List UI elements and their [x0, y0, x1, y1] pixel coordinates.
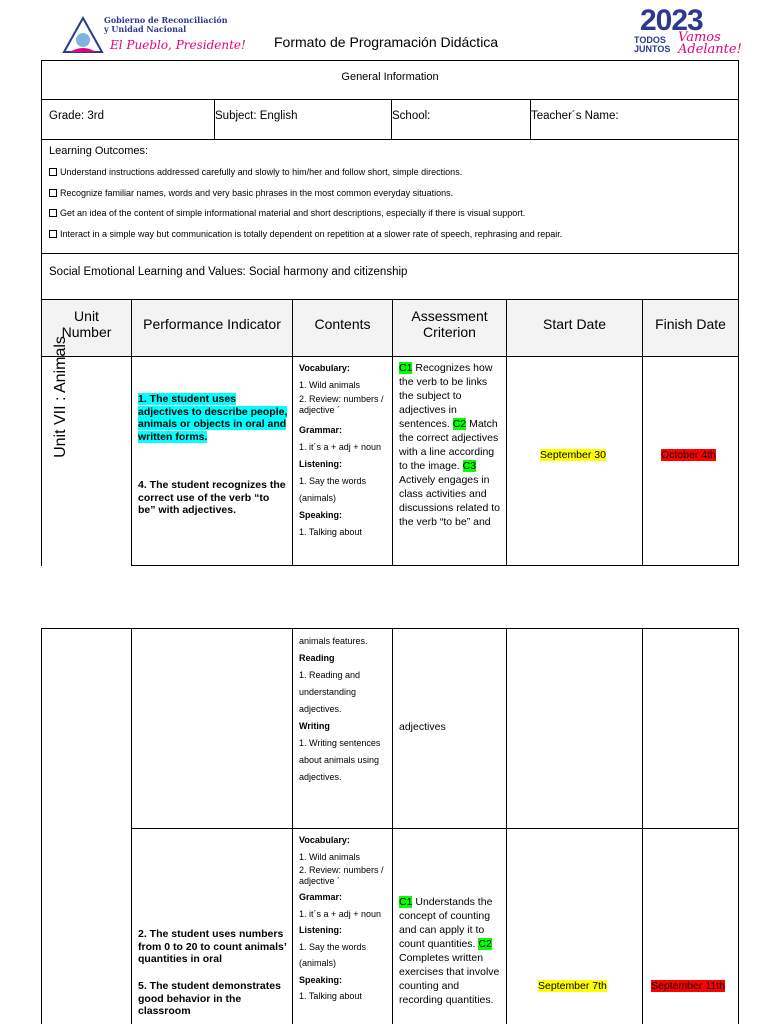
col-criterion-line1: Assessment [411, 308, 488, 324]
outcome-item [49, 227, 562, 248]
writing-item: 1. Writing sentences about animals using adjectives. [299, 738, 381, 782]
year-logo-todos: TODOS [634, 35, 666, 45]
vocabulary-item: 2. Review: numbers / adjective ´ [299, 394, 384, 415]
speaking-label: Speaking: [299, 974, 343, 985]
checkbox-icon [49, 230, 57, 238]
unit-title: Unit VII : Animals [52, 336, 69, 458]
row2-criterion [399, 895, 501, 1007]
row2-finish-cell [642, 828, 739, 1024]
col-finish-date [642, 299, 739, 357]
general-info-heading: General Information [341, 71, 439, 83]
col-indicator-label: Performance Indicator [143, 316, 281, 332]
col-performance-indicator [131, 299, 293, 357]
grammar-label: Grammar: [299, 425, 343, 435]
row2-start-date-text: September 7th [538, 980, 607, 992]
speaking-item-cont: animals features. [299, 636, 368, 646]
row2-finish-date [651, 980, 725, 993]
outcome-item [49, 186, 562, 207]
row1-cont-contents [299, 633, 389, 786]
criterion-tag-c1: C1 [399, 362, 413, 374]
row2-start-cell [506, 828, 643, 1024]
row1-cont-finish-cell [642, 628, 739, 829]
learning-outcomes-list [49, 165, 562, 247]
government-name-line2: y Unidad Nacional [104, 24, 187, 34]
row1-indicator-1-text: 1. The student uses adjectives to describe people, animals or objects in oral and written forms. [138, 393, 288, 443]
row1-indicator-cell [131, 356, 293, 566]
sel-cell [41, 253, 739, 300]
general-info-cell [41, 60, 739, 100]
sel-text: Social Emotional Learning and Values: Social harmony and citizenship [49, 266, 408, 278]
criterion-text: Actively engages in class activities and discussions related to the verb “to be” and [399, 474, 500, 528]
row1-indicator-1 [138, 393, 288, 443]
school-label: School: [392, 110, 431, 122]
row1-cont-criterion: adjectives [399, 721, 446, 733]
government-logo [60, 14, 246, 60]
outcome-text: Interact in a simple way but communication is totally dependent on repetition at a slower rate of speech, rephrasing and repair. [60, 228, 563, 239]
row1-cont-start-cell [506, 628, 643, 829]
row2-finish-date-text: September 11th [651, 980, 725, 992]
col-criterion-label [393, 308, 506, 340]
year-logo-juntos: JUNTOS [634, 44, 671, 54]
listening-label: Listening: [299, 925, 342, 935]
col-contents [292, 299, 393, 357]
grade-label: Grade: 3rd [49, 110, 104, 122]
teacher-label: Teacher´s Name: [531, 110, 619, 122]
checkbox-icon [49, 168, 57, 176]
outcome-item [49, 206, 562, 227]
criterion-text: Completes written exercises that involve counting and recording quantities. [399, 952, 500, 1006]
row1-cont-indicator-cell [131, 628, 293, 829]
col-assessment-criterion [392, 299, 507, 357]
col-finish-label: Finish Date [655, 316, 726, 332]
speaking-label: Speaking: [299, 510, 343, 520]
government-name [104, 16, 228, 34]
vocabulary-item: 1. Wild animals [299, 380, 361, 390]
checkbox-icon [49, 189, 57, 197]
year-logo-adelante: Adelante! [678, 42, 742, 57]
criterion-tag-c2: C2 [478, 938, 492, 950]
row2-contents [299, 832, 389, 1005]
col-contents-label: Contents [314, 316, 371, 332]
school-cell [391, 99, 531, 140]
grammar-label: Grammar: [299, 892, 343, 902]
vocabulary-label: Vocabulary: [299, 363, 350, 373]
row1-left-border [41, 356, 42, 566]
checkbox-icon [49, 209, 57, 217]
teacher-cell [530, 99, 739, 140]
reading-label: Reading [299, 653, 335, 663]
grade-cell [41, 99, 215, 140]
year-logo-slogan [678, 32, 742, 56]
criterion-tag-c1: C1 [399, 896, 413, 908]
vocabulary-label: Vocabulary: [299, 835, 350, 845]
outcome-text: Recognize familiar names, words and very basic phrases in the most common everyday situations. [60, 187, 454, 198]
reading-item: 1. Reading and understanding adjectives. [299, 670, 361, 714]
criterion-tag-c2: C2 [452, 418, 467, 430]
nicaragua-emblem-icon [60, 16, 106, 56]
criterion-text: Recognizes how the verb to be links the subject to adjectives in sentences. [399, 362, 493, 430]
outcome-text: Understand instructions addressed carefully and slowly to him/her and follow short, simple directions. [60, 167, 463, 177]
row-cont-unit-cell [41, 628, 132, 1024]
listening-label: Listening: [299, 459, 342, 469]
year-logo-todos-juntos [634, 36, 670, 54]
row2-indicator-1: 2. The student uses numbers from 0 to 20 to count animals’ quantities in oral [138, 928, 287, 965]
year-2023-logo [632, 4, 742, 60]
year-logo-number: 2023 [640, 4, 703, 37]
row1-start-date-text: September 30 [540, 449, 606, 461]
speaking-item: 1. Talking about [299, 991, 362, 1001]
subject-cell [214, 99, 392, 140]
grammar-item: 1. it´s a + adj + noun [299, 442, 382, 452]
writing-label: Writing [299, 721, 330, 731]
row1-finish-date-text: October 4th [661, 449, 716, 461]
subject-label: Subject: English [215, 110, 298, 122]
col-start-label: Start Date [542, 316, 607, 332]
row1-finish-date [661, 449, 716, 462]
row2-indicator-2: 5. The student demonstrates good behavior in the classroom [138, 980, 281, 1017]
government-name-line1: Gobierno de Reconciliación [104, 15, 228, 25]
criterion-tag-c3: C3 [462, 460, 477, 472]
government-slogan: El Pueblo, Presidente! [110, 38, 246, 52]
row1-criterion [399, 361, 501, 529]
col-criterion-line2: Criterion [423, 324, 476, 340]
listening-item: 1. Say the words (animals) [299, 941, 367, 968]
listening-item: 1. Say the words (animals) [299, 476, 367, 503]
learning-outcomes-label: Learning Outcomes: [49, 145, 149, 157]
vocabulary-item: 2. Review: numbers / adjective ´ [299, 865, 384, 886]
criterion-text: Match the correct adjectives with a line according to the image. [399, 418, 499, 472]
document-title: Formato de Programación Didáctica [274, 34, 499, 50]
row1-indicator-2: 4. The student recognizes the correct use of the verb “to be” with adjectives. [138, 479, 286, 516]
col-unit-line1: Unit [74, 308, 99, 324]
year-logo-vamos: Vamos [678, 30, 721, 45]
outcome-text: Get an idea of the content of simple informational material and short descriptions, especially if there is visual support. [60, 208, 526, 218]
criterion-text: Understands the concept of counting and can apply it to count quantities. [399, 896, 493, 950]
col-start-date [506, 299, 643, 357]
speaking-item: 1. Talking about [299, 527, 362, 537]
row2-start-date [538, 980, 607, 993]
grammar-item: 1. it´s a + adj + noun [299, 908, 382, 919]
row1-contents [299, 360, 389, 541]
col-unit-line2: Number [61, 324, 112, 340]
outcome-item [49, 165, 562, 186]
row1-start-date [540, 449, 606, 462]
vocabulary-item: 1. Wild animals [299, 851, 361, 862]
